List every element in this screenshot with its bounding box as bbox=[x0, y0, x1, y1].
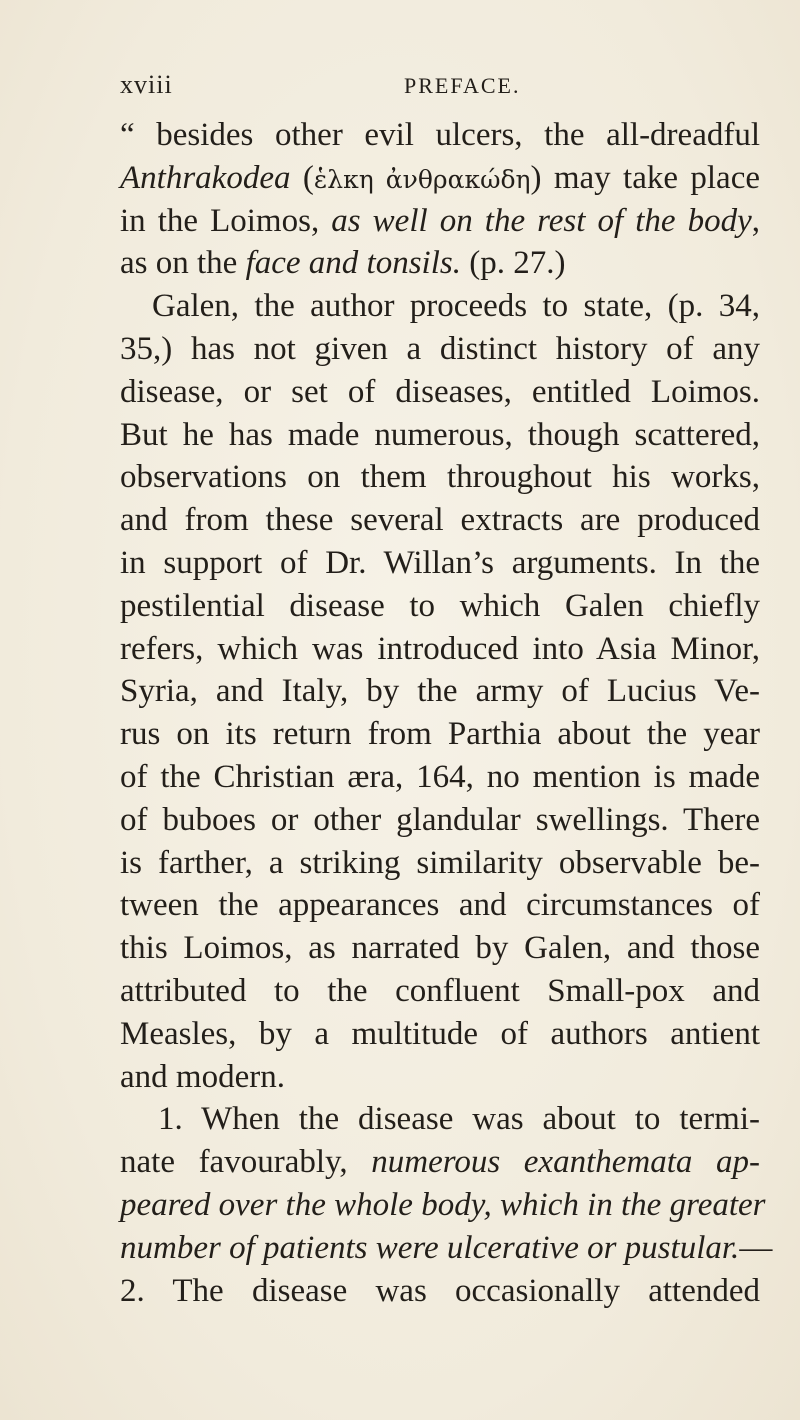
text-line bbox=[120, 328, 760, 371]
text-segment: and from these several extracts are produced bbox=[120, 502, 760, 539]
text-segment: Syria, and Italy, by the army of Lucius Ve- bbox=[120, 673, 760, 710]
italic-text: peared over the whole body, which in the greater bbox=[120, 1186, 766, 1223]
text-line bbox=[120, 242, 760, 285]
text-segment: “ besides other evil ulcers, the all-dreadful bbox=[120, 117, 760, 153]
text-segment: rus on its return from Parthia about the year bbox=[120, 716, 760, 753]
text-segment: Measles, by a multitude of authors antient bbox=[120, 1015, 760, 1052]
text-line bbox=[120, 713, 760, 756]
body-text bbox=[120, 114, 773, 1312]
italic-text: face and tonsils. bbox=[245, 245, 461, 282]
text-segment: , bbox=[751, 202, 761, 239]
text-line bbox=[120, 970, 760, 1013]
text-line bbox=[120, 414, 760, 457]
greek-text: ἑλκη ἀνθρακώδη bbox=[313, 164, 531, 194]
text-line bbox=[120, 1141, 760, 1184]
text-segment: as on the bbox=[120, 245, 246, 282]
text-line bbox=[120, 670, 760, 713]
text-segment: (p. 27.) bbox=[460, 245, 566, 282]
text-segment: of buboes or other glandular swellings. There bbox=[120, 801, 760, 838]
text-line bbox=[120, 157, 760, 200]
text-line bbox=[120, 1184, 766, 1227]
text-segment: — bbox=[739, 1229, 773, 1266]
text-segment: 2. The disease was occasionally attended bbox=[120, 1272, 760, 1309]
text-segment: and modern. bbox=[120, 1058, 285, 1095]
text-segment: ( bbox=[290, 159, 314, 196]
text-segment: 35,) has not given a distinct history of any bbox=[120, 330, 760, 367]
text-line bbox=[120, 200, 760, 243]
text-segment: ) may take place bbox=[530, 159, 760, 196]
text-segment: refers, which was introduced into Asia Minor, bbox=[120, 630, 760, 667]
italic-text: number of patients were ulcerative or pustular. bbox=[120, 1229, 740, 1266]
text-segment: pestilential disease to which Galen chiefly bbox=[120, 587, 760, 624]
text-line bbox=[120, 756, 760, 799]
text-line bbox=[120, 371, 760, 414]
text-line bbox=[120, 114, 760, 157]
text-line bbox=[120, 285, 760, 328]
text-line bbox=[120, 927, 760, 970]
text-line bbox=[120, 585, 760, 628]
italic-text: as well on the rest of the body bbox=[331, 202, 752, 239]
text-line bbox=[120, 499, 760, 542]
text-line bbox=[120, 456, 760, 499]
italic-text: Anthrakodea bbox=[120, 159, 291, 196]
text-segment: 1. When the disease was about to termi- bbox=[158, 1101, 760, 1138]
text-segment: in support of Dr. Willan’s arguments. In the bbox=[120, 544, 760, 581]
text-segment: of the Christian æra, 164, no mention is made bbox=[120, 758, 760, 795]
running-head: PREFACE. bbox=[404, 73, 521, 98]
text-segment: disease, or set of diseases, entitled Loimos. bbox=[120, 373, 760, 410]
text-line bbox=[120, 628, 760, 671]
text-line bbox=[120, 1270, 760, 1313]
text-line bbox=[120, 884, 760, 927]
text-segment: is farther, a striking similarity observable be- bbox=[120, 844, 760, 881]
italic-text: numerous exanthemata ap- bbox=[371, 1144, 760, 1181]
text-segment: this Loimos, as narrated by Galen, and those bbox=[120, 930, 760, 967]
page-header bbox=[120, 70, 740, 110]
text-segment: Galen, the author proceeds to state, (p. 34, bbox=[152, 288, 760, 325]
text-segment: in the Loimos, bbox=[120, 202, 332, 239]
text-segment: observations on them throughout his works, bbox=[120, 459, 760, 496]
text-segment: tween the appearances and circumstances of bbox=[120, 887, 760, 924]
text-line bbox=[120, 842, 760, 885]
text-line bbox=[120, 1013, 760, 1056]
text-segment: attributed to the confluent Small-pox and bbox=[120, 972, 760, 1009]
text-line bbox=[120, 1098, 760, 1141]
text-line bbox=[120, 542, 760, 585]
text-segment: But he has made numerous, though scattered, bbox=[120, 416, 760, 453]
text-line bbox=[120, 1227, 773, 1270]
text-segment: nate favourably, bbox=[120, 1144, 372, 1181]
page-number: xviii bbox=[120, 70, 173, 99]
text-line bbox=[120, 799, 760, 842]
text-line bbox=[120, 1056, 760, 1099]
